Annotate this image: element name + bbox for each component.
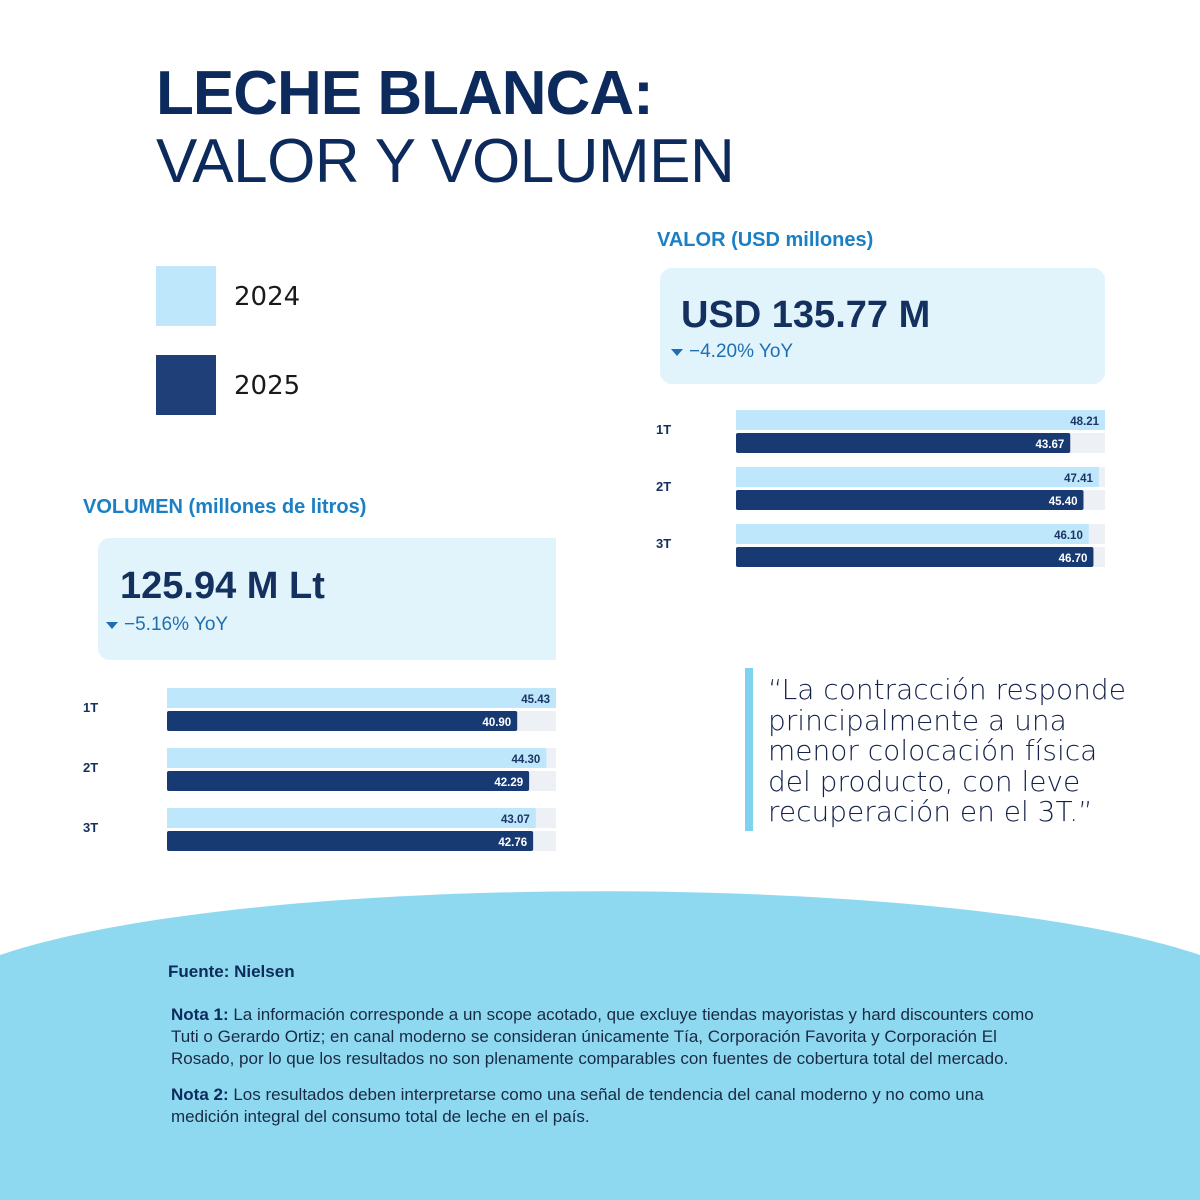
bar-2025-2T (167, 771, 529, 791)
bar-2025-3T (736, 547, 1093, 567)
volumen-kpi-value: 125.94 M Lt (120, 565, 325, 607)
bar-2024-1T (167, 688, 556, 708)
data-label-2025-1T: 40.90 (482, 717, 512, 729)
data-label-2024-3T: 43.07 (501, 814, 530, 826)
bar-2025-3T (167, 831, 533, 851)
valor-kpi-value: USD 135.77 M (681, 294, 931, 336)
bar-2025-1T (167, 711, 517, 731)
category-label-3T: 3T (656, 536, 672, 551)
data-label-2025-3T: 46.70 (1058, 553, 1088, 565)
valor-kpi-delta (671, 341, 793, 363)
data-label-2025-3T: 42.76 (498, 837, 528, 849)
bar-2024-3T (736, 524, 1089, 544)
bar-2025-1T (736, 433, 1070, 453)
note-1 (171, 1004, 1048, 1070)
note-2-text: Los resultados deben interpretarse como una señal de tendencia del canal moderno y no como una medición integral del consumo total de leche en el país. (171, 1085, 984, 1126)
bar-2024-1T (736, 410, 1105, 430)
legend-label-2024: 2024 (234, 282, 301, 312)
quote-accent-bar (745, 668, 753, 831)
footer (168, 962, 1048, 1142)
bar-2024-2T (736, 467, 1099, 487)
data-label-2024-3T: 46.10 (1054, 530, 1083, 542)
bar-2024-3T (167, 808, 536, 828)
note-2 (171, 1084, 1048, 1128)
data-label-2025-2T: 45.40 (1048, 496, 1078, 508)
data-label-2024-1T: 48.21 (1070, 416, 1099, 428)
category-label-1T: 1T (83, 700, 99, 715)
data-label-2024-1T: 45.43 (521, 694, 550, 706)
bar-2025-2T (736, 490, 1083, 510)
legend-swatch-2024 (156, 266, 216, 326)
data-label-2024-2T: 44.30 (511, 754, 541, 766)
category-label-2T: 2T (83, 760, 99, 775)
legend-swatch-2025 (156, 355, 216, 415)
down-triangle-icon (106, 622, 118, 629)
volumen-kpi-card (98, 538, 556, 660)
data-label-2025-1T: 43.67 (1035, 439, 1065, 451)
valor-bar-chart (640, 400, 1120, 580)
quote-text: “La contracción responde principalmente a una menor colocación física del producto, con leve recuperación en el 3T.” (768, 673, 1126, 828)
note-2-label: Nota 2: (171, 1085, 229, 1104)
volumen-section-label: VOLUMEN (millones de litros) (83, 496, 367, 518)
category-label-3T: 3T (83, 820, 99, 835)
volumen-kpi-delta (106, 614, 228, 636)
valor-kpi-card (660, 268, 1105, 384)
data-label-2024-2T: 47.41 (1064, 473, 1093, 485)
valor-section-label: VALOR (USD millones) (657, 229, 874, 251)
page-subtitle: VALOR Y VOLUMEN (156, 127, 735, 196)
volumen-kpi-delta-text: −5.16% YoY (124, 614, 229, 635)
page-title: LECHE BLANCA: (156, 59, 653, 128)
valor-kpi-delta-text: −4.20% YoY (689, 341, 794, 362)
volumen-bar-chart (70, 678, 570, 868)
down-triangle-icon (671, 349, 683, 356)
category-label-1T: 1T (656, 422, 672, 437)
bar-2024-2T (167, 748, 546, 768)
source-label: Fuente: Nielsen (168, 962, 295, 981)
note-1-text: La información corresponde a un scope acotado, que excluye tiendas mayoristas y hard discounters como Tuti o Gerardo Ortiz; en canal moderno se consideran únicamente Tía, Corporación Favorita y Corporación El Rosado, por lo que los resultados no son plenamente comparables con fuentes de cobertura total del mercado. (171, 1005, 1034, 1068)
data-label-2025-2T: 42.29 (494, 777, 524, 789)
category-label-2T: 2T (656, 479, 672, 494)
note-1-label: Nota 1: (171, 1005, 229, 1024)
legend-label-2025: 2025 (234, 371, 301, 401)
